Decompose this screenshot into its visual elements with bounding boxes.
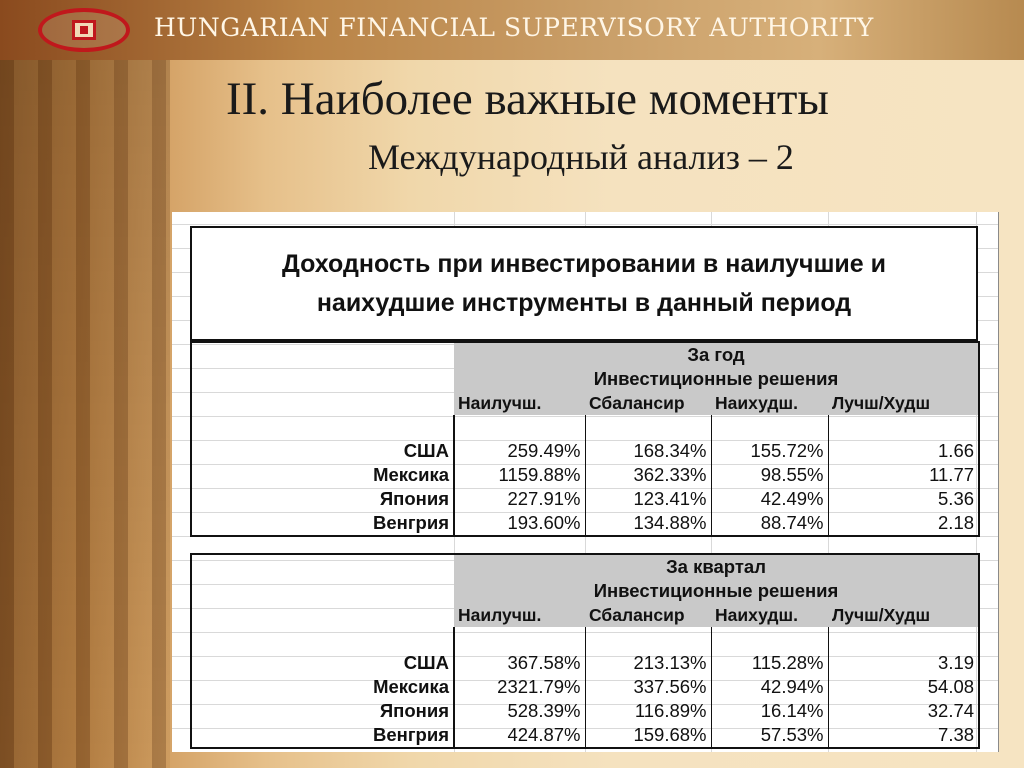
value-cell: 362.33% (585, 463, 711, 487)
column-header: Сбалансир (585, 391, 711, 415)
column-header: Наилучш. (454, 391, 585, 415)
table-row (191, 415, 979, 439)
value-cell: 259.49% (454, 439, 585, 463)
table-row (191, 675, 979, 699)
value-cell: 1159.88% (454, 463, 585, 487)
value-cell: 3.19 (938, 652, 975, 673)
value-cell: 1.66 (938, 440, 975, 461)
value-cell: 116.89% (585, 699, 711, 723)
column-header: Наихудш. (711, 603, 828, 627)
value-cell: 168.34% (585, 439, 711, 463)
table-row (191, 699, 979, 723)
table-row (191, 463, 979, 487)
country-label: Венгрия (191, 723, 454, 748)
table-row (191, 342, 979, 367)
table-row (191, 627, 979, 651)
table-row (191, 554, 979, 579)
value-cell: 42.49% (711, 487, 828, 511)
country-label: Венгрия (191, 511, 454, 536)
value-cell: 424.87% (454, 723, 585, 748)
decision-header: Инвестиционные решения (454, 579, 979, 603)
table-row (191, 487, 979, 511)
table-row (191, 603, 979, 627)
value-cell: 88.74% (711, 511, 828, 536)
table-row (191, 723, 979, 748)
slide-subtitle: Международный анализ – 2 (368, 137, 794, 177)
column-header: Лучш/Худш (828, 603, 979, 627)
period-header: За квартал (454, 554, 979, 579)
value-cell: 7.38 (938, 724, 975, 745)
background-pillars (0, 60, 170, 768)
country-label: Япония (191, 699, 454, 723)
table-row (191, 651, 979, 675)
decision-header: Инвестиционные решения (454, 367, 979, 391)
value-cell: 337.56% (585, 675, 711, 699)
value-cell: 155.72% (711, 439, 828, 463)
value-cell: 528.39% (454, 699, 585, 723)
value-cell: 32.74 (927, 700, 975, 721)
value-cell: 2.18 (938, 512, 975, 533)
value-cell: 5.36 (938, 488, 975, 509)
value-cell: 42.94% (711, 675, 828, 699)
country-label: США (191, 651, 454, 675)
value-cell: 227.91% (454, 487, 585, 511)
authority-name: HUNGARIAN FINANCIAL SUPERVISORY AUTHORITY (154, 13, 874, 42)
value-cell: 367.58% (454, 651, 585, 675)
value-cell: 11.77 (929, 464, 975, 485)
country-label: США (191, 439, 454, 463)
value-cell: 123.41% (585, 487, 711, 511)
value-cell: 115.28% (711, 651, 828, 675)
value-cell: 159.68% (585, 723, 711, 748)
value-cell: 57.53% (711, 723, 828, 748)
table-row (191, 367, 979, 391)
table-row (191, 439, 979, 463)
column-header: Наилучш. (454, 603, 585, 627)
period-header: За год (454, 342, 979, 367)
value-cell: 2321.79% (454, 675, 585, 699)
table-row (191, 391, 979, 415)
country-label: Мексика (191, 463, 454, 487)
table-row (191, 579, 979, 603)
value-cell: 193.60% (454, 511, 585, 536)
country-label: Япония (191, 487, 454, 511)
slide-title: II. Наиболее важные моменты (226, 73, 829, 125)
column-header: Лучш/Худш (828, 391, 979, 415)
value-cell: 16.14% (711, 699, 828, 723)
value-cell: 213.13% (585, 651, 711, 675)
column-header: Сбалансир (585, 603, 711, 627)
table-title: Доходность при инвестировании в наилучшие и наихудшие инструменты в данный период (282, 249, 886, 317)
table-row (191, 511, 979, 536)
country-label: Мексика (191, 675, 454, 699)
table-title-box (190, 226, 978, 341)
value-cell: 98.55% (711, 463, 828, 487)
value-cell: 134.88% (585, 511, 711, 536)
hfsa-logo-icon (38, 8, 130, 52)
quarterly-returns-table (190, 553, 980, 749)
annual-returns-table (190, 341, 980, 537)
column-header: Наихудш. (711, 391, 828, 415)
value-cell: 54.08 (927, 676, 975, 697)
